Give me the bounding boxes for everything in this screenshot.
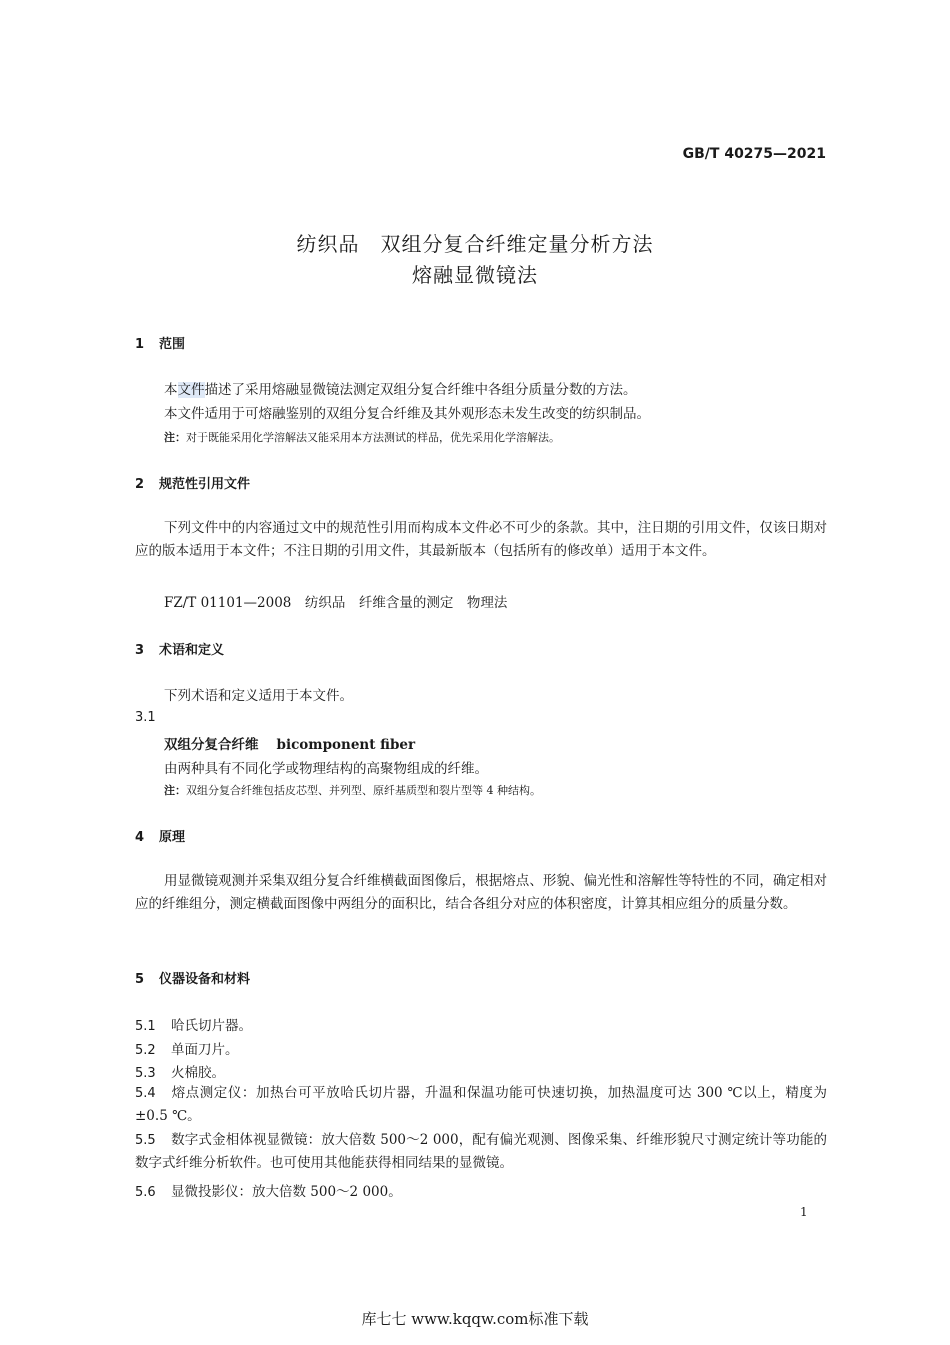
- section-3-heading: [135, 639, 224, 658]
- equipment-item: [135, 1038, 239, 1058]
- term-note: [164, 782, 541, 798]
- document-title: 纺织品 双组分复合纤维定量分析方法: [296, 232, 654, 256]
- item-text: 显微投影仪：放大倍数 500～2 000。: [171, 1184, 402, 1200]
- equipment-item: [135, 1014, 252, 1034]
- equipment-item: [135, 1061, 225, 1081]
- scope-paragraph-1: [164, 378, 637, 398]
- item-number: 5.5: [135, 1133, 156, 1148]
- term-english: bicomponent fiber: [276, 737, 416, 753]
- item-text: 哈氏切片器。: [171, 1018, 252, 1034]
- item-number: 5.3: [135, 1066, 156, 1081]
- item-number: 5.4: [135, 1086, 156, 1101]
- item-text: 单面刀片。: [171, 1042, 239, 1058]
- section-number: 4: [135, 830, 145, 845]
- item-number: 5.2: [135, 1043, 156, 1058]
- section-title: 原理: [159, 830, 186, 845]
- section-title: 仪器设备和材料: [159, 972, 251, 987]
- section-title: 规范性引用文件: [159, 477, 251, 492]
- section-2-heading: [135, 473, 250, 492]
- section-4-heading: [135, 826, 185, 845]
- normative-references-paragraph: 下列文件中的内容通过文中的规范性引用而构成本文件必不可少的条款。其中，注日期的引用文件，仅该日期对应的版本适用于本文件；不注日期的引用文件，其最新版本（包括所有的修改单）适用于本文件。: [135, 520, 827, 559]
- principle-paragraph: 用显微镜观测并采集双组分复合纤维横截面图像后，根据熔点、形貌、偏光性和溶解性等特性的不同，确定相对应的纤维组分，测定横截面图像中两组分的面积比，结合各组分对应的体积密度，计算其相应组分的质量分数。: [135, 873, 827, 912]
- footer-watermark: 库七七 www.kqqw.com标准下载: [361, 1310, 589, 1328]
- item-text: 火棉胶。: [171, 1065, 225, 1081]
- note-text: 双组分复合纤维包括皮芯型、并列型、原纤基质型和裂片型等 4 种结构。: [186, 784, 541, 797]
- standard-code: GB/T 40275—2021: [682, 146, 826, 162]
- note-text: 对于既能采用化学溶解法又能采用本方法测试的样品，优先采用化学溶解法。: [186, 431, 560, 444]
- note-label: 注：: [164, 431, 186, 444]
- normative-reference-item: FZ/T 01101—2008 纺织品 纤维含量的测定 物理法: [164, 595, 508, 611]
- text-segment: 描述了采用熔融显微镜法测定双组分复合纤维中各组分质量分数的方法。: [204, 382, 637, 398]
- item-text: 数字式金相体视显微镜：放大倍数 500～2 000，配有偏光观测、图像采集、纤维形貌尺寸测定统计等功能的数字式纤维分析软件。也可使用其他能获得相同结果的显微镜。: [135, 1132, 827, 1171]
- page-number: 1: [800, 1205, 808, 1219]
- text-segment: 本: [164, 382, 178, 398]
- equipment-item: [135, 1129, 827, 1175]
- equipment-item: [135, 1082, 827, 1128]
- highlighted-text: 文件: [177, 382, 205, 398]
- terms-intro: 下列术语和定义适用于本文件。: [164, 688, 353, 704]
- document-subtitle: 熔融显微镜法: [412, 263, 538, 287]
- item-text: 熔点测定仪：加热台可平放哈氏切片器，升温和保温功能可快速切换，加热温度可达 300 ℃以上，精度为±0.5 ℃。: [135, 1085, 827, 1124]
- subclause-num: 3.1: [135, 710, 156, 725]
- term-entry: [164, 733, 415, 753]
- term-chinese: 双组分复合纤维: [164, 737, 259, 753]
- subclause-number: [135, 709, 171, 725]
- section-5-heading: [135, 968, 250, 987]
- section-title: 范围: [159, 337, 186, 352]
- section-1-heading: [135, 333, 185, 352]
- section-title: 术语和定义: [159, 643, 225, 658]
- item-number: 5.6: [135, 1185, 156, 1200]
- note-label: 注：: [164, 784, 186, 797]
- section-number: 3: [135, 643, 145, 658]
- section-number: 1: [135, 337, 145, 352]
- scope-note: [164, 429, 560, 445]
- section-number: 5: [135, 972, 145, 987]
- term-definition: 由两种具有不同化学或物理结构的高聚物组成的纤维。: [164, 761, 488, 777]
- item-number: 5.1: [135, 1019, 156, 1034]
- equipment-item: [135, 1180, 402, 1200]
- section-number: 2: [135, 477, 145, 492]
- scope-paragraph-2: 本文件适用于可熔融鉴别的双组分复合纤维及其外观形态未发生改变的纺织制品。: [164, 406, 650, 422]
